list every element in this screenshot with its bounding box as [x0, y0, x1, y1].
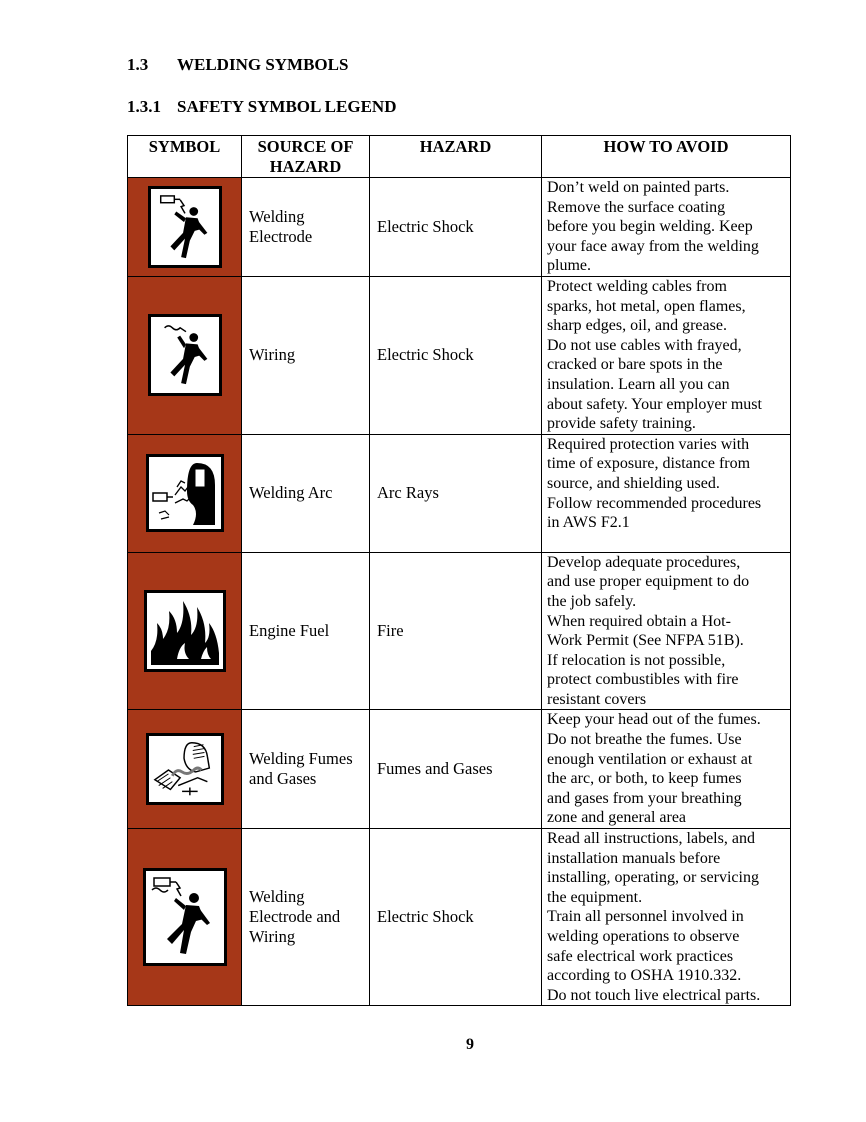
avoid-line: safe electrical work practices: [547, 947, 734, 965]
hazard-cell: Arc Rays: [370, 434, 542, 552]
avoid-line: the arc, or both, to keep fumes: [547, 770, 742, 788]
avoid-line: source, and shielding used.: [547, 474, 720, 492]
hazard-cell: Fire: [370, 552, 542, 710]
table-row: [128, 710, 791, 829]
source-cell: [242, 829, 370, 1006]
source-line: Welding Fumes: [249, 749, 353, 769]
hazard-cell: Electric Shock: [370, 829, 542, 1006]
hazard-cell: Electric Shock: [370, 276, 542, 434]
table-row: [128, 178, 791, 277]
subsection-heading: [127, 97, 396, 117]
avoid-line: Keep your head out of the fumes.: [547, 711, 761, 729]
avoid-line: Read all instructions, labels, and: [547, 830, 755, 848]
avoid-line: Develop adequate procedures,: [547, 553, 741, 571]
source-line: Electrode and: [249, 907, 341, 927]
avoid-line: zone and general area: [547, 809, 687, 827]
avoid-line: installing, operating, or servicing: [547, 869, 759, 887]
source-cell: [242, 276, 370, 434]
avoid-line: Work Permit (See NFPA 51B).: [547, 632, 744, 650]
avoid-line: and use proper equipment to do: [547, 573, 750, 591]
avoid-cell: [542, 276, 791, 434]
avoid-line: insulation. Learn all you can: [547, 375, 730, 393]
safety-symbol-table: [127, 135, 791, 1006]
source-line: Welding Arc: [249, 483, 333, 503]
hazard-cell: Fumes and Gases: [370, 710, 542, 829]
avoid-line: Do not touch live electrical parts.: [547, 986, 761, 1004]
symbol-cell: [128, 829, 242, 1006]
welding-arc-rays-icon: [146, 454, 224, 532]
page-number: 9: [466, 1036, 474, 1053]
avoid-line: welding operations to observe: [547, 928, 740, 945]
source-cell: [242, 552, 370, 710]
section-heading: [127, 55, 348, 75]
header-hazard: HAZARD: [370, 136, 542, 178]
avoid-line: Required protection varies with: [547, 435, 750, 453]
hazard-cell: Electric Shock: [370, 178, 542, 277]
avoid-line: sharp edges, oil, and grease.: [547, 317, 727, 335]
symbol-cell: [128, 276, 242, 434]
avoid-line: Train all personnel involved in: [547, 908, 744, 926]
avoid-line: Follow recommended procedures: [547, 494, 762, 512]
source-line: Electrode: [249, 226, 313, 246]
avoid-cell: [542, 178, 791, 277]
source-line: Welding: [249, 206, 305, 226]
avoid-line: about safety. Your employer must: [547, 395, 762, 413]
avoid-line: Do not breathe the fumes. Use: [547, 731, 742, 749]
avoid-cell: [542, 434, 791, 552]
avoid-line: Don’t weld on painted parts.: [547, 179, 730, 196]
avoid-line: cracked or bare spots in the: [547, 356, 723, 374]
section-number: 1.3: [127, 55, 149, 74]
avoid-cell: [542, 710, 791, 829]
avoid-line: enough ventilation or exhaust at: [547, 750, 753, 768]
source-line: Wiring: [249, 927, 296, 947]
avoid-line: If relocation is not possible,: [547, 651, 726, 669]
avoid-line: your face away from the welding: [547, 237, 759, 255]
symbol-cell: [128, 552, 242, 710]
fire-icon: [144, 590, 226, 672]
source-line: and Gases: [249, 769, 317, 789]
avoid-line: Protect welding cables from: [547, 277, 727, 295]
avoid-line: protect combustibles with fire: [547, 671, 739, 689]
header-source: [242, 136, 370, 178]
source-cell: [242, 434, 370, 552]
table-row: [128, 434, 791, 552]
symbol-cell: [128, 178, 242, 277]
avoid-cell: [542, 552, 791, 710]
avoid-line: sparks, hot metal, open flames,: [547, 297, 746, 315]
header-symbol: SYMBOL: [128, 136, 242, 178]
avoid-line: Do not use cables with frayed,: [547, 336, 742, 354]
source-cell: [242, 710, 370, 829]
header-source-line: HAZARD: [269, 157, 342, 176]
symbol-cell: [128, 710, 242, 829]
electric-shock-wiring-icon: [148, 314, 222, 396]
source-line: Welding: [249, 887, 305, 907]
avoid-line: When required obtain a Hot-: [547, 612, 731, 630]
table-row: [128, 829, 791, 1006]
avoid-line: plume.: [547, 257, 591, 275]
section-title: WELDING SYMBOLS: [177, 55, 349, 74]
avoid-line: the equipment.: [547, 888, 643, 906]
avoid-line: in AWS F2.1: [547, 514, 630, 532]
avoid-line: according to OSHA 1910.332.: [547, 967, 742, 985]
source-line: Wiring: [249, 345, 296, 365]
avoid-line: the job safely.: [547, 592, 637, 610]
subsection-number: 1.3.1: [127, 97, 161, 116]
header-avoid: HOW TO AVOID: [542, 136, 791, 178]
table-row: [128, 276, 791, 434]
avoid-line: provide safety training.: [547, 415, 696, 433]
source-line: Engine Fuel: [249, 621, 330, 641]
avoid-line: resistant covers: [547, 690, 647, 708]
avoid-cell: [542, 829, 791, 1006]
electric-shock-electrode-icon: [148, 186, 222, 268]
source-cell: [242, 178, 370, 277]
avoid-line: time of exposure, distance from: [547, 455, 751, 473]
avoid-line: Remove the surface coating: [547, 198, 726, 216]
electric-shock-electrode-wiring-icon: [143, 868, 227, 966]
header-source-line: SOURCE OF: [257, 137, 354, 156]
subsection-title: SAFETY SYMBOL LEGEND: [177, 97, 397, 116]
avoid-line: installation manuals before: [547, 849, 721, 867]
avoid-line: before you begin welding. Keep: [547, 218, 753, 236]
fumes-gases-icon: [146, 733, 224, 805]
table-header-row: [128, 136, 791, 178]
symbol-cell: [128, 434, 242, 552]
table-row: [128, 552, 791, 710]
avoid-line: and gases from your breathing: [547, 789, 742, 807]
